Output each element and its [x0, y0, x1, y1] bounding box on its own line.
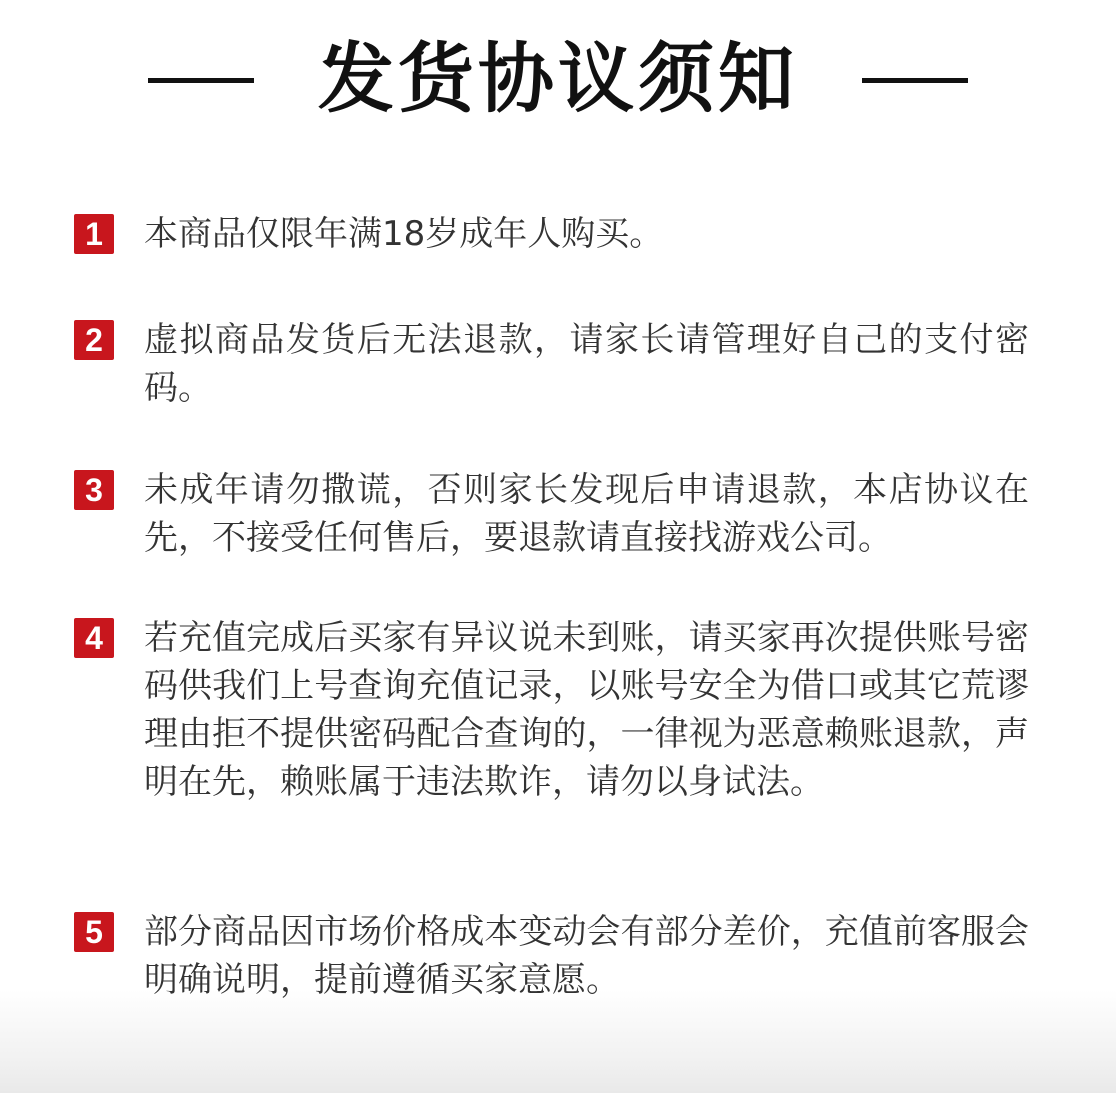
item-number-badge: 1: [74, 214, 114, 254]
item-text: 虚拟商品发货后无法退款，请家长请管理好自己的支付密码。: [144, 320, 1029, 408]
item-text: 本商品仅限年满18岁成年人购买。: [144, 214, 664, 254]
page-title: 发货协议须知: [318, 34, 798, 123]
item-text: 部分商品因市场价格成本变动会有部分差价，充值前客服会明确说明，提前遵循买家意愿。: [144, 912, 1029, 1000]
item-text: 若充值完成后买家有异议说未到账，请买家再次提供账号密码供我们上号查询充值记录，以账号安全为借口或其它荒谬理由拒不提供密码配合查询的，一律视为恶意赖账退款，声明在先，赖账属于违法欺诈，请勿以身试法。: [144, 618, 1029, 802]
item-number-badge: 2: [74, 320, 114, 360]
item-text: 未成年请勿撒谎，否则家长发现后申请退款，本店协议在先，不接受任何售后，要退款请直接找游戏公司。: [144, 470, 1029, 558]
item-number-badge: 5: [74, 912, 114, 952]
title-left-dash: [148, 78, 254, 83]
header: [0, 34, 1116, 124]
item-number-badge: 4: [74, 618, 114, 658]
title-right-dash: [862, 78, 968, 83]
item-number-badge: 3: [74, 470, 114, 510]
